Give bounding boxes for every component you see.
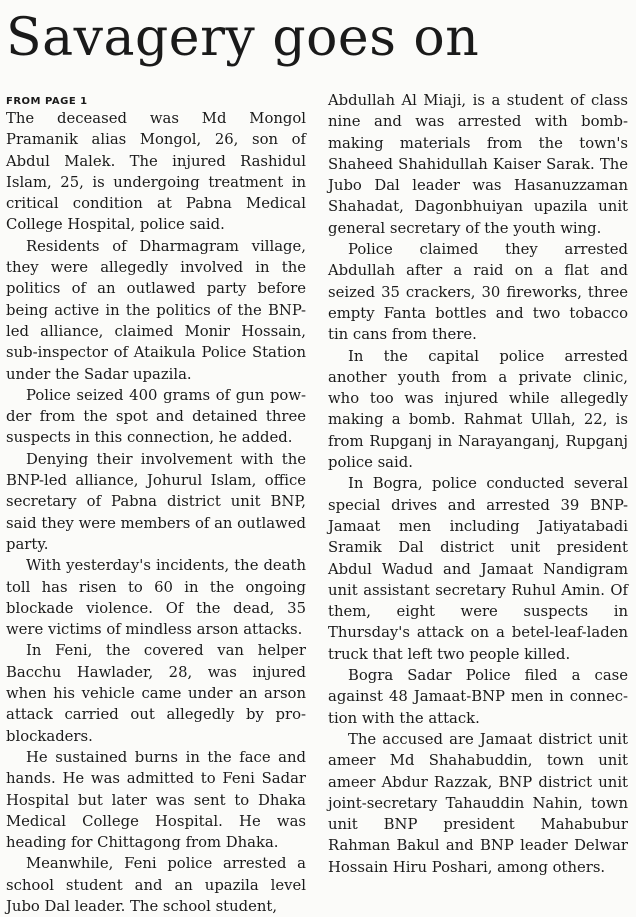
paragraph: Bogra Sadar Police filed a case against 48 Jamaat-BNP men in connection with the attack.: [328, 667, 628, 727]
headline: Savagery goes on: [6, 8, 480, 68]
paragraph: He sustained burns in the face and hands. He was admitted to Feni Sadar Hospital but later was sent to Dhaka Medical College Hospital. He was heading for Chittagong from Dhaka.: [6, 748, 306, 852]
paragraph: The deceased was Md Mongol Pramanik alias Mongol, 26, son of Abdul Malek. The injured Rashidul Islam, 25, is undergoing treatment in critical condition at Pabna Medical College Hospital, police said.: [6, 110, 306, 234]
paragraph: In Feni, the covered van helper Bacchu Hawlader, 28, was injured when his vehicle came under an arson attack carried out allegedly by pro-blockaders.: [6, 642, 306, 745]
paragraph: Police claimed they arrested Abdullah after a raid on a flat and seized 35 crackers, 30 fireworks, three empty Fanta bottles and two tobacco tin cans from there.: [328, 241, 628, 344]
paragraph: Police seized 400 grams of gun powder from the spot and detained three suspects in this connection, he added.: [6, 386, 306, 447]
continuation-kicker: FROM PAGE 1: [6, 96, 88, 107]
paragraph: Meanwhile, Feni police arrested a school student and an upazila level Jubo Dal leader. The school student,: [6, 855, 306, 915]
paragraph: With yesterday's incidents, the death toll has risen to 60 in the ongoing blockade violence. Of the dead, 35 were victims of mindless arson attacks.: [6, 557, 306, 639]
paragraph: Residents of Dharmagram village, they were allegedly involved in the politics of an outlawed party before being active in the politics of the BNP-led alliance, claimed Monir Hossain, sub-inspector of Ataikula Police Station under the Sadar upazila.: [6, 237, 306, 383]
right-column: [328, 90, 628, 917]
article-body: [6, 92, 630, 917]
paragraph: The accused are Jamaat district unit ameer Md Shahabuddin, town unit ameer Abdur Razzak, BNP district unit joint-secretary Tahauddin Nahin, town unit BNP president Mahabubur Rahman Bakul and BNP leader Delwar Hossain Hiru Poshari, among others.: [328, 730, 628, 876]
paragraph: Denying their involvement with the BNP-led alliance, Johurul Islam, office secretary of Pabna district unit BNP, said they were members of an outlawed party.: [6, 450, 306, 553]
paragraph: In the capital police arrested another youth from a private clinic, who too was injured while allegedly making a bomb. Rahmat Ullah, 22, is from Rupganj in Narayanganj, Rupganj police said.: [328, 347, 628, 472]
left-column: [6, 96, 306, 917]
paragraph: In Bogra, police conducted several special drives and arrested 39 BNP-Jamaat men including Jatiyatabadi Sramik Dal district unit president Abdul Wadud and Jamaat Nandigram unit assistant secretary Ruhul Amin. Of them, eight were suspects in Thursday's attack on a betel-leaf-laden truck that left two people killed.: [328, 475, 628, 663]
paragraph: Abdullah Al Miaji, is a student of class nine and was arrested with bomb-making materials from the town's Shaheed Shahidullah Kaiser Sarak. The Jubo Dal leader was Hasanuzzaman Shahadat, Dagonbhuiyan upazila unit general secretary of the youth wing.: [328, 92, 628, 237]
